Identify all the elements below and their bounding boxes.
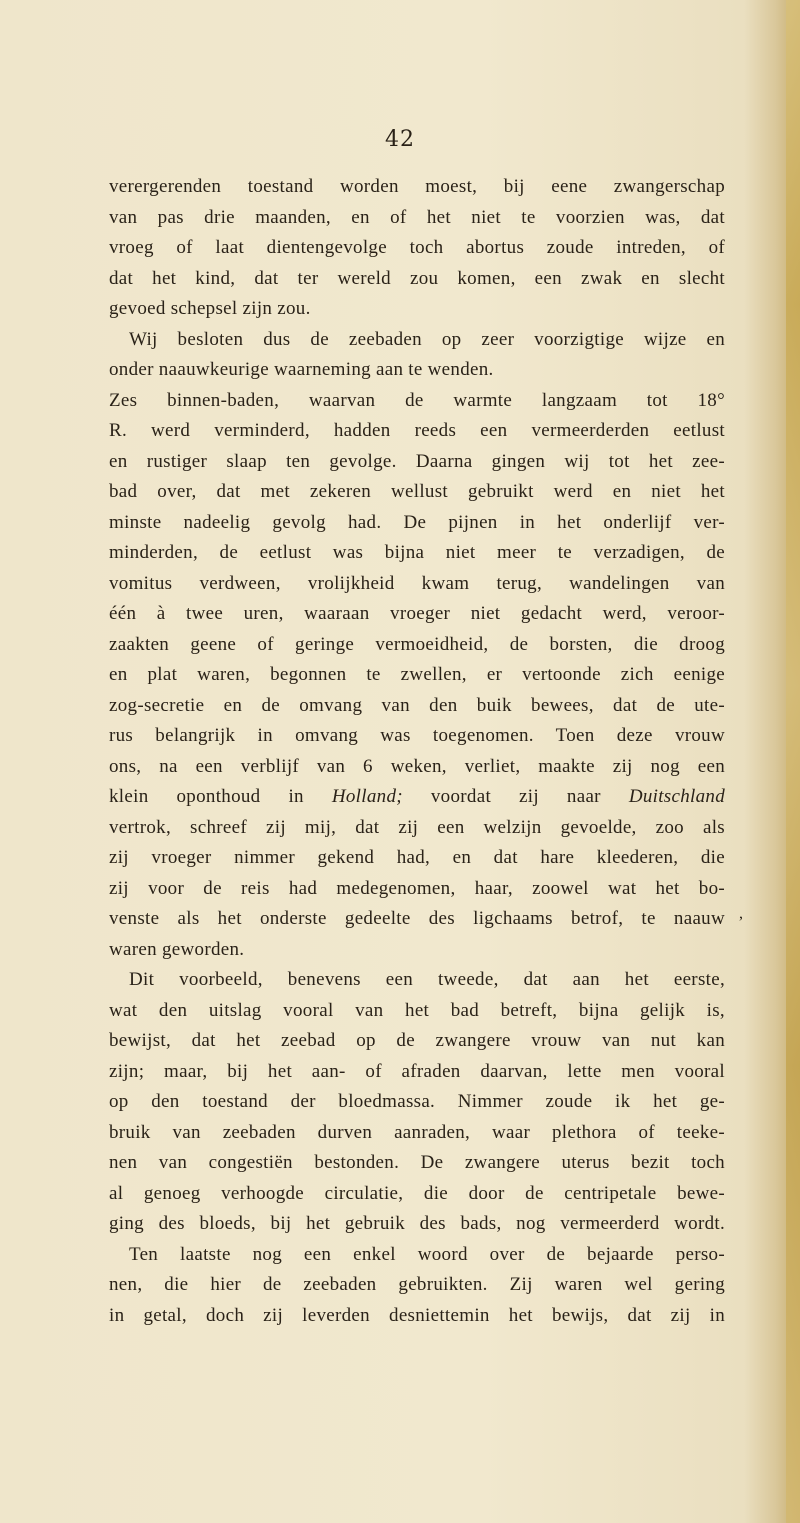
text-line: vomitus verdween, vrolijkheid kwam terug, wandelingen van xyxy=(109,572,725,594)
text-line: en rustiger slaap ten gevolge. Daarna gingen wij tot het zee- xyxy=(109,450,725,472)
text-line: zij vroeger nimmer gekend had, en dat hare kleederen, die xyxy=(109,847,725,868)
text-line: op den toestand der bloedmassa. Nimmer zoude ik het ge- xyxy=(109,1091,725,1112)
text-line: van pas drie maanden, en of het niet te voorzien was, dat xyxy=(109,206,725,228)
body-text xyxy=(109,172,725,1331)
text-line: onder naauwkeurige waarneming aan te wenden. xyxy=(109,359,494,380)
text-line: minderden, de eetlust was bijna niet meer te verzadigen, de xyxy=(109,542,725,563)
text-line: zij voor de reis had medegenomen, haar, zoowel wat het bo- xyxy=(109,877,725,899)
text-line: minste nadeelig gevolg had. De pijnen in het onderlijf ver- xyxy=(109,511,725,533)
text-line: Wij besloten dus de zeebaden op zeer voorzigtige wijze en xyxy=(129,328,725,350)
text-line: bewijst, dat het zeebad op de zwangere vrouw van nut kan xyxy=(109,1030,725,1051)
page-edge xyxy=(786,0,800,1523)
text-line: wat den uitslag vooral van het bad betreft, bijna gelijk is, xyxy=(109,999,725,1021)
text-line: nen, die hier de zeebaden gebruikten. Zij waren wel gering xyxy=(109,1274,725,1295)
text-line-mixed xyxy=(109,782,725,813)
text-line: in getal, doch zij leverden desniettemin het bewijs, dat zij in xyxy=(109,1304,725,1326)
text-line: venste als het onderste gedeelte des ligchaams betrof, te naauw xyxy=(109,908,725,929)
text-line: R. werd verminderd, hadden reeds een vermeerderden eetlust xyxy=(109,420,725,441)
text-line: rus belangrijk in omvang was toegenomen. Toen deze vrouw xyxy=(109,725,725,746)
text-line: ging des bloeds, bij het gebruik des bads, nog vermeerderd wordt. xyxy=(109,1213,725,1234)
text-line: zog-secretie en de omvang van den buik bewees, dat de ute- xyxy=(109,694,725,716)
margin-mark: , xyxy=(739,905,743,922)
text-line: Ten laatste nog een enkel woord over de bejaarde perso- xyxy=(129,1243,725,1265)
text-line: en plat waren, begonnen te zwellen, er vertoonde zich eenige xyxy=(109,664,725,685)
text-run: klein oponthoud in xyxy=(109,786,332,807)
text-line: zaakten geene of geringe vermoeidheid, de borsten, die droog xyxy=(109,633,725,655)
text-line: bad over, dat met zekeren wellust gebruikt werd en niet het xyxy=(109,481,725,502)
page-number: 42 xyxy=(385,127,415,152)
text-line: bruik van zeebaden durven aanraden, waar plethora of teeke- xyxy=(109,1121,725,1143)
text-run: voordat zij naar xyxy=(402,786,629,807)
text-line: verergerenden toestand worden moest, bij eene zwangerschap xyxy=(109,176,725,197)
text-line: waren geworden. xyxy=(109,938,245,960)
text-line: Dit voorbeeld, benevens een tweede, dat aan het eerste, xyxy=(129,969,725,990)
text-line: vroeg of laat dientengevolge toch abortus zoude intreden, of xyxy=(109,237,725,258)
text-line: zijn; maar, bij het aan- of afraden daarvan, lette men vooral xyxy=(109,1060,725,1082)
place-name-italic: Holland; xyxy=(331,786,403,807)
place-name-italic: Duitschland xyxy=(628,786,725,807)
text-line: één à twee uren, waaraan vroeger niet gedacht werd, veroor- xyxy=(109,603,725,624)
text-line: nen van congestiën bestonden. De zwangere uterus bezit toch xyxy=(109,1152,725,1173)
text-line: al genoeg verhoogde circulatie, die door de centripetale bewe- xyxy=(109,1182,725,1204)
text-line: Zes binnen-baden, waarvan de warmte langzaam tot 18° xyxy=(109,389,725,411)
text-line: dat het kind, dat ter wereld zou komen, een zwak en slecht xyxy=(109,267,725,289)
text-line: ons, na een verblijf van 6 weken, verliet, maakte zij nog een xyxy=(109,755,725,777)
text-line: vertrok, schreef zij mij, dat zij een welzijn gevoelde, zoo als xyxy=(109,816,725,838)
text-line: gevoed schepsel zijn zou. xyxy=(109,298,311,319)
